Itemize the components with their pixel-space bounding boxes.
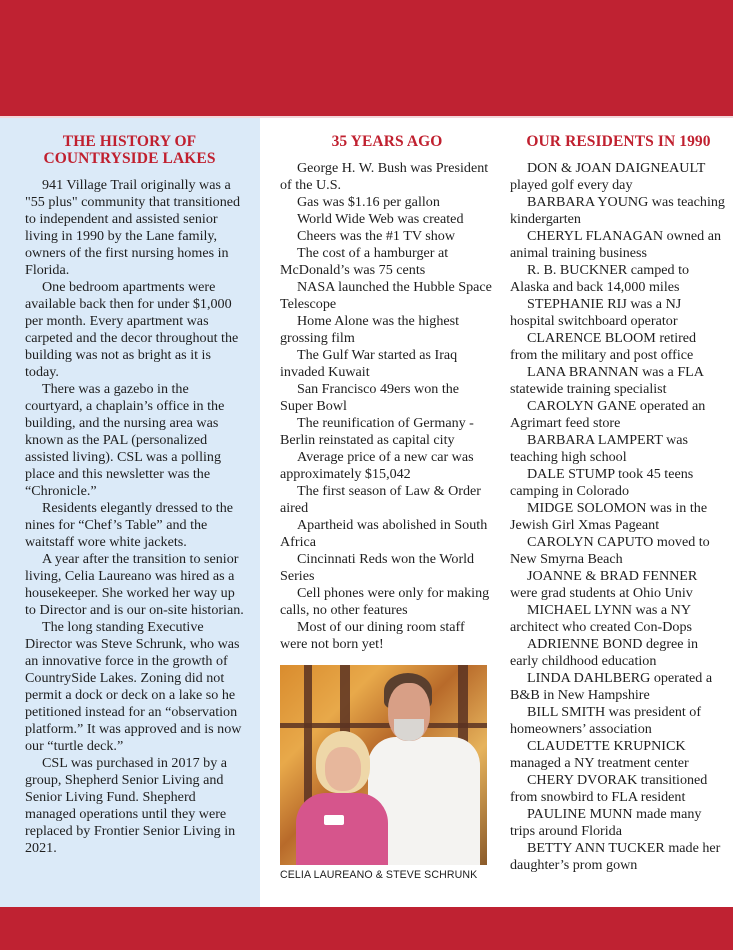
resident-item: LANA BRANNAN was a FLA statewide training specialist	[510, 364, 704, 397]
history-paragraph: A year after the transition to senior living, Celia Laureano was hired as a housekeeper. She worked her way up to Director and is our on-site historian.	[25, 551, 244, 618]
resident-item: BILL SMITH was president of homeowners’ association	[510, 704, 702, 737]
resident-item: DON & JOAN DAIGNEAULT played golf every day	[510, 160, 706, 193]
years-ago-item: Gas was $1.16 per gallon	[297, 194, 440, 210]
resident-item: CAROLYN CAPUTO moved to New Smyrna Beach	[510, 534, 710, 567]
resident-item: MICHAEL LYNN was a NY architect who created Con-Dops	[510, 602, 692, 635]
resident-item: JOANNE & BRAD FENNER were grad students at Ohio Univ	[510, 568, 698, 601]
residents-heading: OUR RESIDENTS IN 1990	[526, 133, 711, 150]
history-paragraph: 941 Village Trail originally was a "55 plus" community that transitioned to independent and assisted senior living in 1990 by the Lane family, owners of the first nursing homes in Florida.	[25, 177, 241, 278]
years-ago-item: Home Alone was the highest grossing film	[280, 313, 460, 346]
photo-window-frame	[280, 723, 487, 728]
staff-photo	[280, 665, 487, 865]
resident-item: BARBARA YOUNG was teaching kindergarten	[510, 194, 725, 227]
photo-name-badge	[324, 815, 344, 825]
history-paragraph: Residents elegantly dressed to the nines for “Chef’s Table” and the waitstaff wore white jackets.	[25, 500, 234, 550]
resident-item: STEPHANIE RIJ was a NJ hospital switchboard operator	[510, 296, 682, 329]
years-ago-item: The first season of Law & Order aired	[280, 483, 481, 516]
photo-caption: CELIA LAUREANO & STEVE SCHRUNK	[280, 869, 478, 881]
years-ago-item: George H. W. Bush was President of the U.S.	[280, 160, 489, 193]
resident-item: CHERYL FLANAGAN owned an animal training business	[510, 228, 722, 261]
history-body	[25, 177, 246, 857]
years-ago-item: Cincinnati Reds won the World Series	[280, 551, 475, 584]
resident-item: R. B. BUCKNER camped to Alaska and back 14,000 miles	[510, 262, 690, 295]
photo-man-beard	[394, 719, 424, 741]
history-heading	[13, 133, 246, 167]
years-ago-item: The cost of a hamburger at McDonald’s was 75 cents	[280, 245, 449, 278]
history-paragraph: CSL was purchased in 2017 by a group, Shepherd Senior Living and Senior Living Fund. Shepherd managed operations until they were replaced by Frontier Senior Living in 2021.	[25, 755, 236, 856]
years-ago-list	[280, 160, 494, 653]
years-ago-item: Cell phones were only for making calls, no other features	[280, 585, 490, 618]
residents-column	[500, 118, 733, 907]
years-ago-item: Cheers was the #1 TV show	[297, 228, 456, 244]
years-ago-item: Most of our dining room staff were not born yet!	[280, 619, 465, 652]
years-ago-item: NASA launched the Hubble Space Telescope	[280, 279, 492, 312]
history-paragraph: One bedroom apartments were available back then for under $1,000 per month. Every apartment was carpeted and the decor throughout the building was not as bright as it is today.	[25, 279, 239, 380]
years-ago-item: World Wide Web was created	[297, 211, 464, 227]
residents-list	[510, 160, 727, 874]
history-column	[0, 118, 260, 907]
top-banner	[0, 0, 733, 118]
years-ago-item: The reunification of Germany -Berlin reinstated as capital city	[280, 415, 474, 448]
history-paragraph: The long standing Executive Director was Steve Schrunk, who was an innovative force in the growth of CountrySide Lakes. Zoning did not permit a dock or deck on a lake so he petitioned instead for an “observation platform.” It was approved and is now our “turtle deck.”	[25, 619, 242, 754]
resident-item: CHERY DVORAK transitioned from snowbird to FLA resident	[510, 772, 708, 805]
resident-item: PAULINE MUNN made many trips around Florida	[510, 806, 702, 839]
photo-woman-face	[325, 747, 361, 791]
resident-item: DALE STUMP took 45 teens camping in Colorado	[510, 466, 694, 499]
years-ago-column	[260, 118, 500, 907]
history-heading-line2: COUNTRYSIDE LAKES	[43, 150, 216, 167]
years-ago-item: Average price of a new car was approximately $15,042	[280, 449, 474, 482]
history-heading-line1: THE HISTORY OF	[62, 133, 197, 150]
years-ago-item: The Gulf War started as Iraq invaded Kuwait	[280, 347, 458, 380]
history-paragraph: There was a gazebo in the courtyard, a chaplain’s office in the building, and the nursing area was known as the PAL (personalized assisted living). CSL was a polling place and this newsletter was the “Chronicle.”	[25, 381, 225, 499]
resident-item: CAROLYN GANE operated an Agrimart feed store	[510, 398, 706, 431]
years-ago-item: Apartheid was abolished in South Africa	[280, 517, 488, 550]
bottom-banner	[0, 907, 733, 950]
resident-item: MIDGE SOLOMON was in the Jewish Girl Xmas Pageant	[510, 500, 708, 533]
resident-item: CLARENCE BLOOM retired from the military and post office	[510, 330, 697, 363]
resident-item: LINDA DAHLBERG operated a B&B in New Hampshire	[510, 670, 713, 703]
photo-woman-scrubs	[296, 793, 388, 865]
years-ago-item: San Francisco 49ers won the Super Bowl	[280, 381, 460, 414]
resident-item: BARBARA LAMPERT was teaching high school	[510, 432, 688, 465]
resident-item: ADRIENNE BOND degree in early childhood education	[510, 636, 699, 669]
resident-item: CLAUDETTE KRUPNICK managed a NY treatment center	[510, 738, 689, 771]
resident-item: BETTY ANN TUCKER made her daughter’s prom gown	[510, 840, 721, 873]
years-ago-heading: 35 YEARS AGO	[331, 133, 443, 150]
